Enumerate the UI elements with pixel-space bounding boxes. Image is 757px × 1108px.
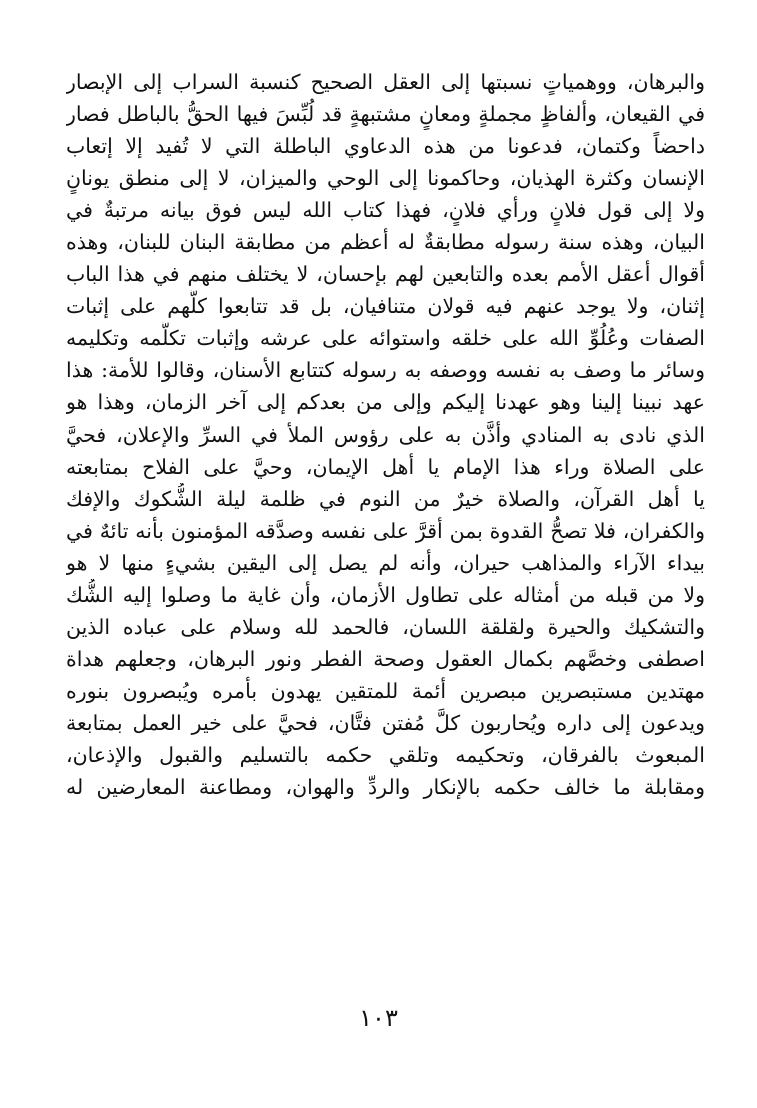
text-line: اصطفى وخصَّهم بكمال العقول وصحة الفطر ونور البرهان، وجعلهم هداة <box>66 646 705 671</box>
text-line: على الصلاة وراء هذا الإمام يا أهل الإيمان، وحيَّ على الفلاح بمتابعته <box>66 454 705 479</box>
text-line: وسائر ما وصف به نفسه ووصفه به رسوله كتتابع الأسنان، وقالوا للأمة: هذا <box>66 358 705 383</box>
text-line: الصفات وعُلُوِّ الله على خلقه واستوائه على عرشه وإثبات تكلُّمه وتكليمه <box>66 326 705 351</box>
body-text <box>66 66 705 803</box>
page-number: ١٠٣ <box>359 1004 398 1032</box>
text-line: مهتدين مستبصرين مبصرين أئمة للمتقين يهدون بأمره ويُبصرون بنوره <box>66 678 705 703</box>
text-line: ومقابلة ما خالف حكمه بالإنكار والردِّ والهوان، ومطاعنة المعارضين له <box>66 775 705 800</box>
text-line: البيان، وهذه سنة رسوله مطابقةٌ له أعظم من مطابقة البنان للبنان، وهذه <box>66 230 705 255</box>
text-line: في القيعان، وألفاظٍ مجملةٍ ومعانٍ مشتبهةٍ قد لُبِّسَ فيها الحقُّ بالباطل فصار <box>66 102 705 127</box>
text-line: المبعوث بالفرقان، وتحكيمه وتلقي حكمه بالتسليم والقبول والإذعان، <box>66 742 705 767</box>
text-line: إثنان، ولا يوجد عنهم فيه قولان متنافيان، بل قد تتابعوا كلُّهم على إثبات <box>66 294 705 319</box>
text-line: ولا إلى قول فلانٍ ورأي فلانٍ، فهذا كتاب الله ليس فوق بيانه مرتبةٌ في <box>66 198 705 223</box>
text-line: والبرهان، ووهمياتٍ نسبتها إلى العقل الصحيح كنسبة السراب إلى الإبصار <box>66 70 705 94</box>
text-line: ولا من قبله من أمثاله على تطاول الأزمان، وأن غاية ما وصلوا إليه الشُّك <box>66 582 705 607</box>
text-line: الذي نادى به المنادي وأذَّن به على رؤوس الملأ في السرِّ والإعلان، فحيَّ <box>66 422 705 447</box>
text-line: أقوال أعقل الأمم بعده والتابعين لهم بإحسان، لا يختلف منهم في هذا الباب <box>66 262 705 287</box>
text-line: والتشكيك والحيرة ولقلقة اللسان، فالحمد لله وسلام على عباده الذين <box>66 614 705 639</box>
text-line: داحضاً وكتمان، فدعونا من هذه الدعاوي الباطلة التي لا تُفيد إلا إتعاب <box>66 134 705 159</box>
text-line: يا أهل القرآن، والصلاة خيرٌ من النوم في ظلمة ليلة الشُّكوك والإفك <box>66 486 705 511</box>
text-line: عهد نبينا إلينا وهو عهدنا إليكم وإلى من بعدكم إلى آخر الزمان، وهذا هو <box>66 390 705 415</box>
text-line: ويدعون إلى داره ويُحاربون كلَّ مُفتن فتَّان، فحيَّ على خير العمل بمتابعة <box>66 710 705 735</box>
text-line: الإنسان وكثرة الهذيان، وحاكمونا إلى الوحي والميزان، لا إلى منطق يونانٍ <box>66 166 705 191</box>
text-line: والكفران، فلا تصحُّ القدوة بمن أقرَّ على نفسه وصدَّقه المؤمنون بأنه تائهٌ في <box>66 518 705 543</box>
text-line: بيداء الآراء والمذاهب حيران، وأنه لم يصل إلى اليقين بشيءٍ منها لا هو <box>66 550 705 575</box>
